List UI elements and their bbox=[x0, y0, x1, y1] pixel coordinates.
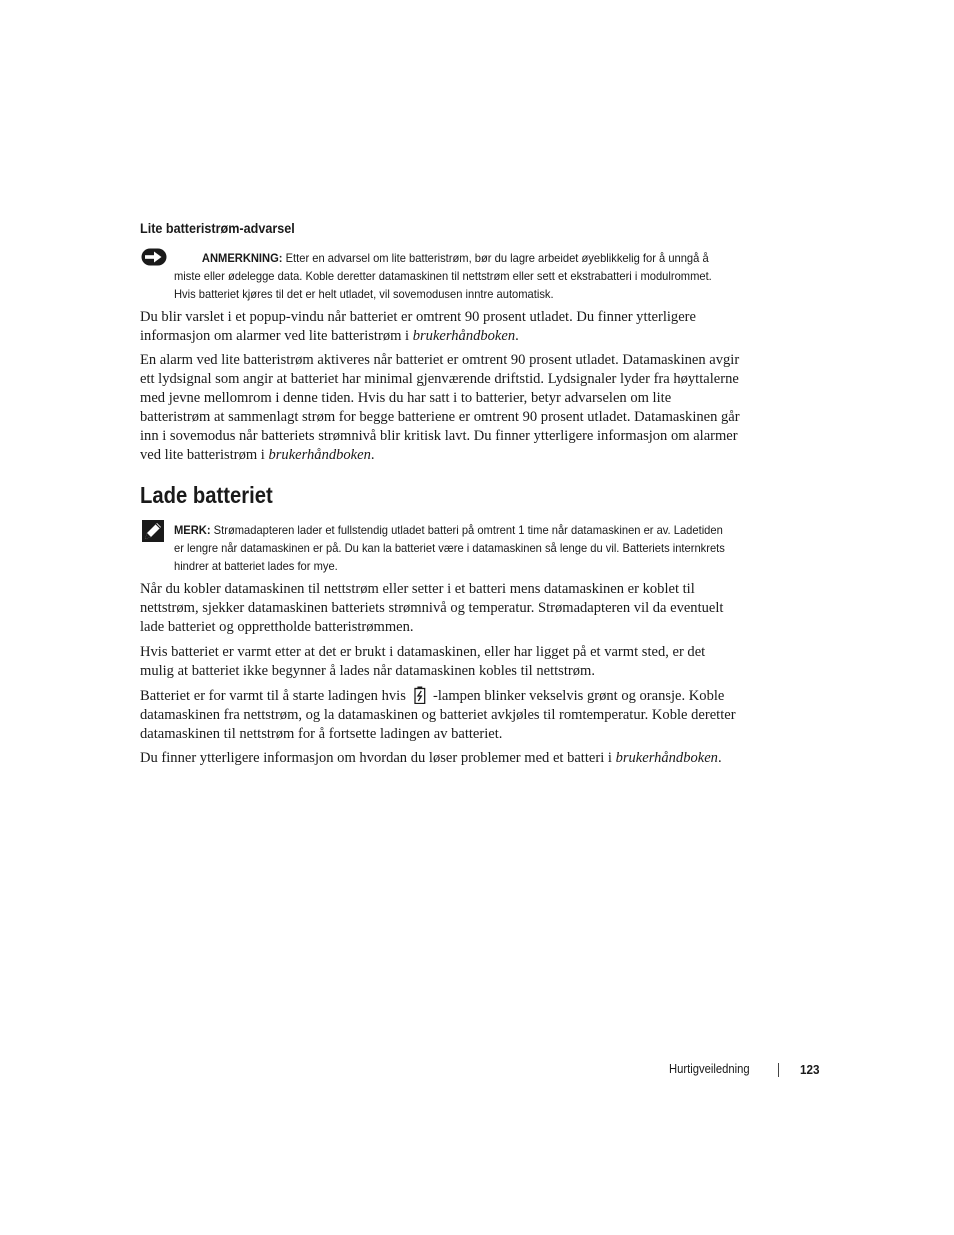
paragraph-3 bbox=[140, 580, 741, 637]
merk-label: MERK: bbox=[174, 523, 211, 537]
main-heading: Lade batteriet bbox=[140, 482, 273, 508]
footer-separator bbox=[778, 1063, 779, 1077]
user-guide-reference: brukerhåndboken bbox=[615, 750, 718, 766]
paragraph-5 bbox=[140, 686, 741, 744]
paragraph-2-end: . bbox=[370, 447, 375, 463]
notice-label: ANMERKNING: bbox=[201, 251, 283, 265]
paragraph-1 bbox=[140, 308, 741, 346]
notice-icon bbox=[141, 248, 167, 266]
user-guide-reference: brukerhåndboken bbox=[412, 328, 516, 344]
page-number: 123 bbox=[800, 1062, 820, 1077]
paragraph-6-end: . bbox=[717, 750, 722, 766]
notice-block bbox=[174, 249, 732, 303]
notice-text: Etter en advarsel om lite batteristrøm, bør du lagre arbeidet øyeblikkelig for å unngå å miste eller ødelegge data. Koble deretter datamaskinen til nettstrøm eller sett et ekstrabatteri i modulrommet. Hvis batteriet kjøres til det er helt utladet, vil sovemodusen inntre automatisk. bbox=[174, 251, 712, 301]
user-guide-reference: brukerhåndboken bbox=[268, 447, 371, 463]
paragraph-5-before: Batteriet er for varmt til å starte ladingen hvis bbox=[140, 688, 406, 704]
battery-charge-icon bbox=[412, 686, 431, 704]
paragraph-2-text: En alarm ved lite batteristrøm aktiveres når batteriet er omtrent 90 prosent utladet. Datamaskinen avgir ett lydsignal som angir at batteriet har minimal gjenværende driftstid. Lydsignaler lyder fra høyttalerne med jevne mellomrom i denne tiden. Hvis du har satt i to batterier, betyr advarselen om lite batteristrøm at sammenlagt strøm for begge batteriene er omtrent 90 prosent utladet. Datamaskinen går inn i sovemodus når batteriets strømnivå blir kritisk lavt. Du finner ytterligere informasjon om alarmer ved lite batteristrøm i bbox=[140, 352, 740, 463]
section-heading: Lite batteristrøm-advarsel bbox=[140, 220, 295, 236]
paragraph-2 bbox=[140, 351, 741, 465]
paragraph-1-text: Du blir varslet i et popup-vindu når batteriet er omtrent 90 prosent utladet. Du finner ytterligere informasjon om alarmer ved lite batteristrøm i bbox=[140, 309, 696, 344]
merk-block bbox=[174, 521, 732, 575]
paragraph-4-text: Hvis batteriet er varmt etter at det er brukt i datamaskinen, eller har ligget på et varmt sted, er det mulig at batteriet ikke begynner å lades når datamaskinen kobles til nettstrøm. bbox=[140, 644, 706, 679]
paragraph-3-text: Når du kobler datamaskinen til nettstrøm eller setter i et batteri mens datamaskinen er koblet til nettstrøm, sjekker datamaskinen batteriets strømnivå og temperatur. Strømadapteren vil da eventuelt lade batteriet og opprettholde batteristrømmen. bbox=[140, 581, 724, 635]
footer-title: Hurtigveiledning bbox=[669, 1062, 750, 1076]
paragraph-6-text: Du finner ytterligere informasjon om hvordan du løser problemer med et batteri i bbox=[140, 750, 616, 766]
merk-text: Strømadapteren lader et fullstendig utladet batteri på omtrent 1 time når datamaskinen er av. Ladetiden er lengre når datamaskinen er på. Du kan la batteriet være i datamaskinen så lenge du vil. Batteriets internkrets hindrer at batteriet lades for mye. bbox=[174, 523, 725, 573]
paragraph-6 bbox=[140, 749, 741, 768]
paragraph-4 bbox=[140, 643, 741, 681]
pencil-note-icon bbox=[142, 520, 164, 542]
paragraph-1-end: . bbox=[515, 328, 519, 344]
paragraph-5-after: -lampen blinker vekselvis grønt og oransje. Koble datamaskinen fra nettstrøm, og la datamaskinen og batteriet avkjøles til romtemperatur. Koble deretter datamaskinen til nettstrøm for å fortsette ladingen av batteriet. bbox=[140, 688, 736, 742]
